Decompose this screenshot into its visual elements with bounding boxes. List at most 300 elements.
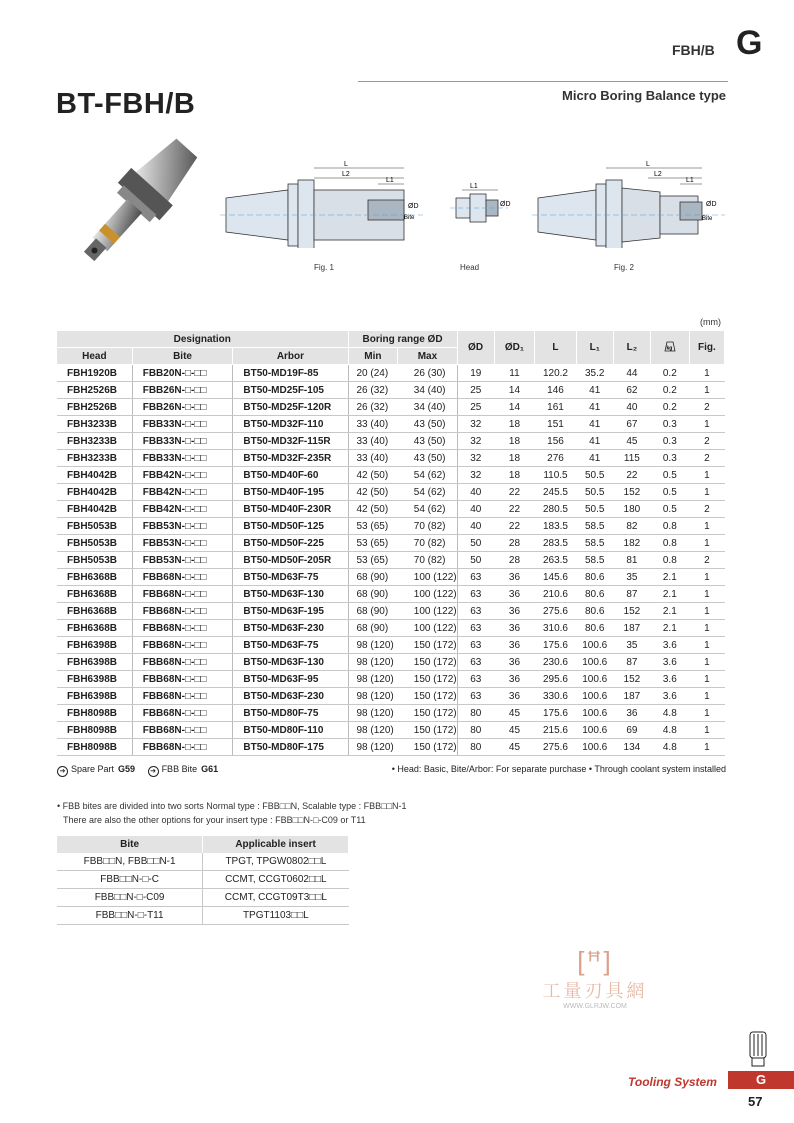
cell-max: 34 (40) — [398, 399, 457, 416]
section-code: FBH/B — [672, 42, 715, 58]
cell-bite-type: FBB□□N-□-T11 — [57, 907, 203, 925]
cell-od: 32 — [457, 450, 494, 467]
cell-l: 330.6 — [535, 688, 576, 705]
cell-weight: 2.1 — [650, 586, 689, 603]
cell-fig: 1 — [689, 671, 724, 688]
cell-max: 70 (82) — [398, 535, 457, 552]
cell-weight: 3.6 — [650, 637, 689, 654]
cell-head: FBH2526B — [57, 382, 132, 399]
page-number: 57 — [748, 1094, 763, 1109]
cell-l1: 100.6 — [576, 671, 613, 688]
cell-od: 32 — [457, 416, 494, 433]
cell-head: FBH5053B — [57, 535, 132, 552]
cell-arbor: BT50-MD50F-225 — [233, 535, 348, 552]
cell-bite-type: FBB□□N-□-C — [57, 871, 203, 889]
page-title: BT-FBH/B — [56, 88, 196, 120]
bite-insert-table — [57, 836, 349, 925]
fbb-bite-page: G61 — [201, 764, 219, 774]
cell-od1: 36 — [494, 586, 535, 603]
cell-arbor: BT50-MD63F-230 — [233, 620, 348, 637]
cell-l: 110.5 — [535, 467, 576, 484]
bite-row — [57, 853, 349, 871]
cell-weight: 4.8 — [650, 739, 689, 756]
cell-od1: 28 — [494, 552, 535, 569]
cell-bite: FBB68N-□-□□ — [132, 688, 233, 705]
collet-icon — [746, 1030, 770, 1068]
col-applicable-insert: Applicable insert — [203, 836, 349, 853]
cell-l: 151 — [535, 416, 576, 433]
cell-l: 280.5 — [535, 501, 576, 518]
spare-part-icon: ➔ — [57, 766, 68, 777]
product-photo — [60, 138, 220, 262]
bite-row — [57, 871, 349, 889]
purchase-note: • Head: Basic, Bite/Arbor: For separate purchase • Through coolant system installed — [391, 764, 726, 774]
cell-l2: 87 — [613, 654, 650, 671]
table-row — [57, 518, 725, 535]
cell-head: FBH6398B — [57, 671, 132, 688]
cell-l1: 100.6 — [576, 705, 613, 722]
cell-od1: 22 — [494, 484, 535, 501]
cell-weight: 0.2 — [650, 382, 689, 399]
cell-min: 98 (120) — [348, 637, 398, 654]
cell-arbor: BT50-MD63F-75 — [233, 637, 348, 654]
cell-od: 63 — [457, 586, 494, 603]
cell-od: 80 — [457, 705, 494, 722]
cell-od1: 14 — [494, 399, 535, 416]
cell-weight: 0.2 — [650, 365, 689, 382]
cell-fig: 2 — [689, 552, 724, 569]
cell-max: 100 (122) — [398, 620, 457, 637]
header-divider — [358, 81, 728, 82]
cell-weight: 0.3 — [650, 433, 689, 450]
cell-min: 53 (65) — [348, 552, 398, 569]
cell-od1: 36 — [494, 671, 535, 688]
cell-head: FBH2526B — [57, 399, 132, 416]
cell-bite-type: FBB□□N-□-C09 — [57, 889, 203, 907]
cell-l2: 45 — [613, 433, 650, 450]
cell-head: FBH6398B — [57, 637, 132, 654]
cell-max: 70 (82) — [398, 518, 457, 535]
cell-od1: 36 — [494, 569, 535, 586]
cell-od: 40 — [457, 501, 494, 518]
cell-l: 161 — [535, 399, 576, 416]
cell-max: 34 (40) — [398, 382, 457, 399]
cell-max: 54 (62) — [398, 467, 457, 484]
table-row — [57, 535, 725, 552]
cell-arbor: BT50-MD63F-195 — [233, 603, 348, 620]
cell-l2: 152 — [613, 671, 650, 688]
cell-max: 43 (50) — [398, 416, 457, 433]
table-row — [57, 671, 725, 688]
cell-min: 68 (90) — [348, 569, 398, 586]
table-row — [57, 739, 725, 756]
cell-max: 54 (62) — [398, 501, 457, 518]
cell-bite: FBB20N-□-□□ — [132, 365, 233, 382]
cell-min: 33 (40) — [348, 450, 398, 467]
cell-fig: 1 — [689, 416, 724, 433]
cell-arbor: BT50-MD32F-110 — [233, 416, 348, 433]
footnote-bite-types: • FBB bites are divided into two sorts Normal type : FBB□□N, Scalable type : FBB□□N-1 — [57, 801, 407, 811]
cell-od: 63 — [457, 637, 494, 654]
cell-l2: 180 — [613, 501, 650, 518]
col-l1: L₁ — [576, 331, 613, 365]
cell-l2: 40 — [613, 399, 650, 416]
cell-l2: 36 — [613, 705, 650, 722]
table-row — [57, 433, 725, 450]
cell-min: 98 (120) — [348, 671, 398, 688]
cell-l2: 152 — [613, 603, 650, 620]
cell-bite: FBB33N-□-□□ — [132, 450, 233, 467]
table-row — [57, 722, 725, 739]
cell-min: 20 (24) — [348, 365, 398, 382]
cell-l2: 182 — [613, 535, 650, 552]
cell-head: FBH4042B — [57, 484, 132, 501]
cell-insert: TPGT1103□□L — [203, 907, 349, 925]
cell-l: 295.6 — [535, 671, 576, 688]
dim-od-label: ØD — [408, 203, 419, 210]
cell-l2: 35 — [613, 569, 650, 586]
cell-l1: 100.6 — [576, 722, 613, 739]
cell-bite: FBB26N-□-□□ — [132, 399, 233, 416]
cell-max: 100 (122) — [398, 586, 457, 603]
cell-l1: 35.2 — [576, 365, 613, 382]
cell-l1: 100.6 — [576, 739, 613, 756]
cell-head: FBH4042B — [57, 467, 132, 484]
group-designation: Designation — [57, 331, 348, 348]
col-bite-type: Bite — [57, 836, 203, 853]
weight-icon — [661, 339, 679, 353]
cell-arbor: BT50-MD63F-130 — [233, 654, 348, 671]
cell-fig: 1 — [689, 569, 724, 586]
cell-bite: FBB33N-□-□□ — [132, 416, 233, 433]
cell-max: 100 (122) — [398, 603, 457, 620]
head-dim-od-label: ØD — [500, 201, 511, 208]
cell-max: 150 (172) — [398, 688, 457, 705]
cell-max: 100 (122) — [398, 569, 457, 586]
cell-arbor: BT50-MD63F-75 — [233, 569, 348, 586]
cell-head: FBH4042B — [57, 501, 132, 518]
cell-bite: FBB53N-□-□□ — [132, 535, 233, 552]
fig2-caption: Fig. 2 — [614, 263, 635, 272]
cell-weight: 0.8 — [650, 535, 689, 552]
cell-l2: 187 — [613, 688, 650, 705]
cell-bite: FBB42N-□-□□ — [132, 501, 233, 518]
cell-head: FBH6368B — [57, 603, 132, 620]
fbb-bite-label: FBB Bite — [161, 764, 198, 774]
table-row — [57, 705, 725, 722]
cell-weight: 0.5 — [650, 467, 689, 484]
cell-max: 150 (172) — [398, 739, 457, 756]
cell-l: 175.6 — [535, 637, 576, 654]
cell-bite: FBB68N-□-□□ — [132, 739, 233, 756]
cell-head: FBH6368B — [57, 586, 132, 603]
cell-l1: 100.6 — [576, 688, 613, 705]
cell-od1: 36 — [494, 620, 535, 637]
cell-fig: 1 — [689, 637, 724, 654]
cell-l: 276 — [535, 450, 576, 467]
cell-min: 53 (65) — [348, 535, 398, 552]
cell-arbor: BT50-MD50F-125 — [233, 518, 348, 535]
cell-fig: 2 — [689, 433, 724, 450]
cell-arbor: BT50-MD19F-85 — [233, 365, 348, 382]
cell-od: 40 — [457, 484, 494, 501]
cell-od: 63 — [457, 654, 494, 671]
cell-min: 53 (65) — [348, 518, 398, 535]
cell-l2: 67 — [613, 416, 650, 433]
table-row — [57, 382, 725, 399]
page-subtitle: Micro Boring Balance type — [562, 88, 726, 103]
cell-fig: 1 — [689, 382, 724, 399]
cell-l2: 134 — [613, 739, 650, 756]
cell-min: 98 (120) — [348, 688, 398, 705]
fig1-drawing — [218, 158, 428, 248]
table-row — [57, 654, 725, 671]
col-weight — [650, 331, 689, 365]
cell-bite: FBB68N-□-□□ — [132, 620, 233, 637]
table-row — [57, 450, 725, 467]
cell-od1: 45 — [494, 722, 535, 739]
cell-od1: 28 — [494, 535, 535, 552]
cell-l1: 58.5 — [576, 518, 613, 535]
cell-arbor: BT50-MD40F-60 — [233, 467, 348, 484]
cell-fig: 1 — [689, 620, 724, 637]
cell-od1: 18 — [494, 450, 535, 467]
cell-l: 275.6 — [535, 739, 576, 756]
cell-l1: 80.6 — [576, 569, 613, 586]
cell-od1: 18 — [494, 416, 535, 433]
cell-fig: 2 — [689, 399, 724, 416]
table-row — [57, 552, 725, 569]
cell-l1: 58.5 — [576, 552, 613, 569]
table-row — [57, 484, 725, 501]
cell-head: FBH1920B — [57, 365, 132, 382]
col-max: Max — [398, 348, 457, 365]
cell-l2: 87 — [613, 586, 650, 603]
cell-arbor: BT50-MD80F-75 — [233, 705, 348, 722]
cell-bite: FBB26N-□-□□ — [132, 382, 233, 399]
cell-l1: 50.5 — [576, 467, 613, 484]
dim-l1-label: L1 — [386, 177, 394, 184]
cell-bite: FBB68N-□-□□ — [132, 569, 233, 586]
cell-weight: 3.6 — [650, 654, 689, 671]
cell-weight: 0.2 — [650, 399, 689, 416]
watermark-url: WWW.GLRJW.COM — [563, 1003, 627, 1010]
dim-l2-label: L2 — [342, 171, 350, 178]
cell-l2: 69 — [613, 722, 650, 739]
cell-head: FBH6368B — [57, 569, 132, 586]
cell-od1: 11 — [494, 365, 535, 382]
cell-head: FBH8098B — [57, 722, 132, 739]
cell-fig: 1 — [689, 586, 724, 603]
cell-l1: 41 — [576, 399, 613, 416]
cell-weight: 3.6 — [650, 688, 689, 705]
cell-weight: 4.8 — [650, 705, 689, 722]
cell-insert: CCMT, CCGT0602□□L — [203, 871, 349, 889]
cell-l: 310.6 — [535, 620, 576, 637]
cell-weight: 3.6 — [650, 671, 689, 688]
cell-bite-type: FBB□□N, FBB□□N-1 — [57, 853, 203, 871]
bite-row — [57, 907, 349, 925]
bite-label: Bite — [404, 215, 415, 221]
cell-od1: 36 — [494, 637, 535, 654]
cell-l: 283.5 — [535, 535, 576, 552]
cell-od1: 45 — [494, 739, 535, 756]
cell-arbor: BT50-MD40F-195 — [233, 484, 348, 501]
cell-arbor: BT50-MD63F-230 — [233, 688, 348, 705]
cell-head: FBH5053B — [57, 518, 132, 535]
cell-l1: 41 — [576, 382, 613, 399]
col-od: ØD — [457, 331, 494, 365]
cell-min: 68 (90) — [348, 586, 398, 603]
cell-od1: 14 — [494, 382, 535, 399]
dim-l-label: L — [344, 161, 348, 168]
fbb-bite-icon: ➔ — [148, 766, 159, 777]
col-arbor: Arbor — [233, 348, 348, 365]
cell-l: 230.6 — [535, 654, 576, 671]
cell-od1: 18 — [494, 467, 535, 484]
fig2-dim-l1-label: L1 — [686, 177, 694, 184]
fig2-dim-od-label: ØD — [706, 201, 717, 208]
cell-l: 146 — [535, 382, 576, 399]
cell-arbor: BT50-MD80F-175 — [233, 739, 348, 756]
cell-min: 26 (32) — [348, 399, 398, 416]
cell-l1: 80.6 — [576, 586, 613, 603]
cell-fig: 1 — [689, 739, 724, 756]
cell-head: FBH3233B — [57, 416, 132, 433]
cell-od: 63 — [457, 603, 494, 620]
cell-head: FBH6368B — [57, 620, 132, 637]
cell-l2: 35 — [613, 637, 650, 654]
cell-l: 210.6 — [535, 586, 576, 603]
cell-l: 215.6 — [535, 722, 576, 739]
cell-l1: 80.6 — [576, 603, 613, 620]
cell-od: 32 — [457, 467, 494, 484]
cell-l: 263.5 — [535, 552, 576, 569]
cell-bite: FBB53N-□-□□ — [132, 552, 233, 569]
cell-od: 40 — [457, 518, 494, 535]
cell-od: 50 — [457, 552, 494, 569]
cell-fig: 1 — [689, 722, 724, 739]
cell-arbor: BT50-MD63F-130 — [233, 586, 348, 603]
cell-weight: 0.8 — [650, 518, 689, 535]
cell-max: 150 (172) — [398, 654, 457, 671]
cell-od: 80 — [457, 722, 494, 739]
cell-bite: FBB53N-□-□□ — [132, 518, 233, 535]
cell-weight: 4.8 — [650, 722, 689, 739]
footer-tooling-system: Tooling System — [628, 1075, 717, 1089]
col-l2: L₂ — [613, 331, 650, 365]
cell-fig: 1 — [689, 365, 724, 382]
cell-insert: TPGT, TPGW0802□□L — [203, 853, 349, 871]
cell-weight: 0.5 — [650, 501, 689, 518]
cell-fig: 2 — [689, 501, 724, 518]
cell-min: 68 (90) — [348, 603, 398, 620]
cell-weight: 2.1 — [650, 603, 689, 620]
cell-l1: 50.5 — [576, 501, 613, 518]
group-boring-range: Boring range ØD — [348, 331, 457, 348]
cell-arbor: BT50-MD40F-230R — [233, 501, 348, 518]
col-od1: ØD₁ — [494, 331, 535, 365]
col-l: L — [535, 331, 576, 365]
cell-bite: FBB68N-□-□□ — [132, 705, 233, 722]
cell-min: 42 (50) — [348, 501, 398, 518]
cell-bite: FBB33N-□-□□ — [132, 433, 233, 450]
weight-unit-label: kg — [666, 345, 673, 352]
fig2-drawing — [530, 158, 730, 248]
cell-l2: 62 — [613, 382, 650, 399]
cell-bite: FBB42N-□-□□ — [132, 467, 233, 484]
cell-od: 25 — [457, 399, 494, 416]
cell-min: 42 (50) — [348, 467, 398, 484]
cell-max: 150 (172) — [398, 671, 457, 688]
table-row — [57, 416, 725, 433]
spare-part-label: Spare Part — [71, 764, 115, 774]
fig2-bite-label: Bite — [702, 216, 713, 222]
cell-bite: FBB68N-□-□□ — [132, 722, 233, 739]
cell-max: 70 (82) — [398, 552, 457, 569]
footer-section-tab: G — [728, 1071, 794, 1089]
cell-od1: 22 — [494, 518, 535, 535]
cell-arbor: BT50-MD50F-205R — [233, 552, 348, 569]
cell-od1: 36 — [494, 688, 535, 705]
cell-weight: 0.3 — [650, 416, 689, 433]
watermark-logo-icon: [ꟸ] — [577, 946, 613, 976]
cell-min: 33 (40) — [348, 416, 398, 433]
cell-fig: 1 — [689, 535, 724, 552]
cell-max: 54 (62) — [398, 484, 457, 501]
cell-l2: 187 — [613, 620, 650, 637]
head-dim-l1-label: L1 — [470, 183, 478, 190]
cell-od1: 45 — [494, 705, 535, 722]
fig2-dim-l2-label: L2 — [654, 171, 662, 178]
cell-min: 98 (120) — [348, 722, 398, 739]
cell-l: 175.6 — [535, 705, 576, 722]
cell-fig: 1 — [689, 603, 724, 620]
footnote-options: There are also the other options for your insert type : FBB□□N-□-C09 or T11 — [63, 815, 366, 825]
cell-min: 68 (90) — [348, 620, 398, 637]
cell-od1: 36 — [494, 654, 535, 671]
cell-fig: 1 — [689, 467, 724, 484]
cell-od: 63 — [457, 688, 494, 705]
head-caption: Head — [460, 263, 480, 272]
cell-od1: 36 — [494, 603, 535, 620]
cell-fig: 1 — [689, 484, 724, 501]
cell-od: 63 — [457, 671, 494, 688]
cell-l: 120.2 — [535, 365, 576, 382]
cell-l2: 81 — [613, 552, 650, 569]
spec-table — [57, 331, 725, 756]
cell-l2: 152 — [613, 484, 650, 501]
cell-bite: FBB68N-□-□□ — [132, 586, 233, 603]
col-min: Min — [348, 348, 398, 365]
cell-fig: 1 — [689, 654, 724, 671]
head-drawing — [448, 180, 518, 230]
unit-label: (mm) — [700, 317, 721, 327]
cell-min: 98 (120) — [348, 739, 398, 756]
cell-l1: 41 — [576, 433, 613, 450]
cell-l1: 41 — [576, 450, 613, 467]
cell-l2: 22 — [613, 467, 650, 484]
cell-fig: 2 — [689, 450, 724, 467]
cell-l: 156 — [535, 433, 576, 450]
table-row — [57, 586, 725, 603]
bite-row — [57, 889, 349, 907]
cell-min: 42 (50) — [348, 484, 398, 501]
cell-max: 150 (172) — [398, 637, 457, 654]
cell-od: 63 — [457, 620, 494, 637]
cell-od: 32 — [457, 433, 494, 450]
cell-l: 145.6 — [535, 569, 576, 586]
